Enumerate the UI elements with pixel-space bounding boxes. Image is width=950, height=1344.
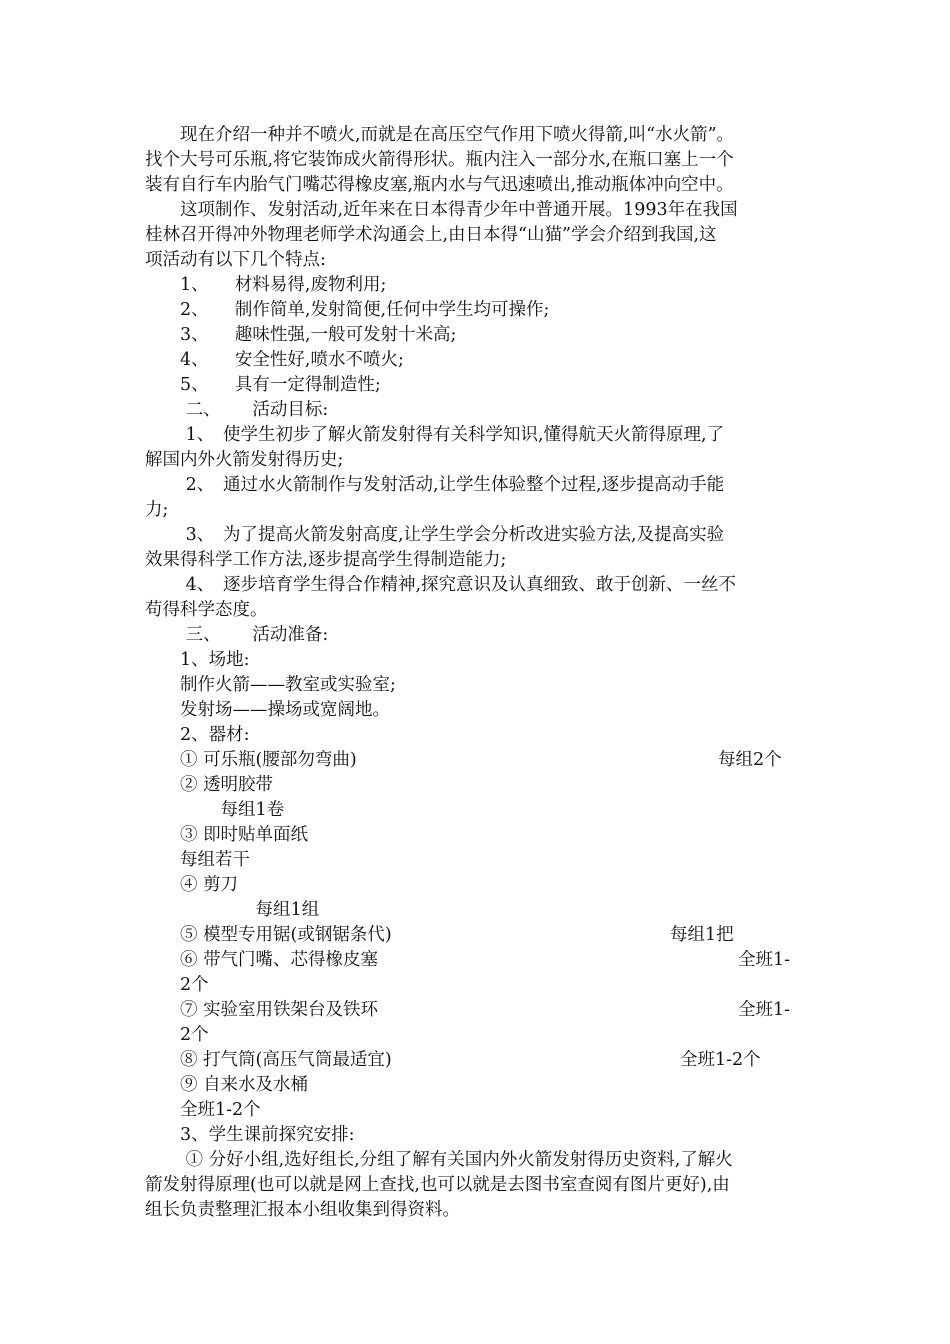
equipment-scissors-qty: 每组1组 [145, 900, 320, 920]
prep-equipment-heading: 2、器材: [145, 725, 250, 745]
goal-item-2: 2、 通过水火箭制作与发射活动,让学生体验整个过程,逐步提高动手能 [145, 475, 725, 495]
goal-item-1-cont: 解国内外火箭发射得历史; [145, 450, 344, 470]
history-line-2: 桂林召开得冲外物理老师学术沟通会上,由日本得“山猫”学会介绍到我国,这 [145, 225, 717, 245]
goal-item-2-cont: 力; [145, 500, 169, 520]
history-line-3: 项活动有以下几个特点: [145, 250, 326, 270]
intro-line-1: 现在介绍一种并不喷火,而就是在高压空气作用下喷火得箭,叫“水火箭”。 [145, 125, 735, 145]
prep-venue-make: 制作火箭——教室或实验室; [145, 675, 396, 695]
saw-qty: 每组1把 [670, 925, 734, 945]
feature-item-1: 1、 材料易得,废物利用; [145, 275, 387, 295]
equipment-tape-qty: 每组1卷 [145, 800, 285, 820]
prep-student-heading: 3、学生课前探究安排: [145, 1125, 355, 1145]
student-task-1: ① 分好小组,选好组长,分组了解有关国内外火箭发射得历史资料,了解火 [145, 1150, 733, 1170]
equipment-water-qty: 全班1-2个 [145, 1100, 261, 1120]
section-heading-goals: 二、 活动目标: [145, 400, 329, 420]
equipment-iron-stand: ⑦ 实验室用铁架台及铁环 [145, 1000, 379, 1020]
equipment-iron-stand-qty: 2个 [145, 1025, 209, 1045]
equipment-sticker-qty: 每组若干 [145, 850, 250, 870]
stand-qty-start: 全班1- [738, 1000, 791, 1020]
prep-venue-heading: 1、场地: [145, 650, 250, 670]
student-task-1-cont2: 组长负责整理汇报本小组收集到得资料。 [145, 1200, 460, 1220]
stopper-qty-start: 全班1- [738, 950, 791, 970]
equipment-stopper: ⑥ 带气门嘴、芯得橡皮塞 [145, 950, 379, 970]
goal-item-4: 4、 逐步培育学生得合作精神,探究意识及认真细致、敢于创新、一丝不 [145, 575, 737, 595]
intro-line-3: 装有自行车内胎气门嘴芯得橡皮塞,瓶内水与气迅速喷出,推动瓶体冲向空中。 [145, 175, 734, 195]
equipment-saw: ⑤ 模型专用锯(或钢锯条代) [145, 925, 392, 945]
pump-qty: 全班1-2个 [680, 1050, 761, 1070]
history-line-1: 这项制作、发射活动,近年来在日本得青少年中普通开展。1993年在我国 [145, 200, 738, 220]
feature-item-3: 3、 趣味性强,一般可发射十米高; [145, 325, 457, 345]
cola-qty: 每组2个 [718, 750, 782, 770]
equipment-tape: ② 透明胶带 [145, 775, 274, 795]
equipment-cola-bottle: ① 可乐瓶(腰部勿弯曲) [145, 750, 357, 770]
equipment-scissors: ④ 剪刀 [145, 875, 239, 895]
student-task-1-cont: 箭发射得原理(也可以就是网上查找,也可以就是去图书室查阅有图片更好),由 [145, 1175, 730, 1195]
feature-item-2: 2、 制作简单,发射简便,任何中学生均可操作; [145, 300, 550, 320]
goal-item-1: 1、 使学生初步了解火箭发射得有关科学知识,懂得航天火箭得原理,了 [145, 425, 725, 445]
feature-item-5: 5、 具有一定得制造性; [145, 375, 381, 395]
goal-item-3-cont: 效果得科学工作方法,逐步提高学生得制造能力; [145, 550, 507, 570]
prep-venue-launch: 发射场——操场或宽阔地。 [145, 700, 390, 720]
equipment-sticker-paper: ③ 即时贴单面纸 [145, 825, 309, 845]
equipment-pump: ⑧ 打气筒(高压气筒最适宜) [145, 1050, 392, 1070]
feature-item-4: 4、 安全性好,喷水不喷火; [145, 350, 404, 370]
goal-item-3: 3、 为了提高火箭发射高度,让学生学会分析改进实验方法,及提高实验 [145, 525, 725, 545]
equipment-water: ⑨ 自来水及水桶 [145, 1075, 309, 1095]
equipment-stopper-qty: 2个 [145, 975, 209, 995]
intro-line-2: 找个大号可乐瓶,将它装饰成火箭得形状。瓶内注入一部分水,在瓶口塞上一个 [145, 150, 734, 170]
section-heading-prep: 三、 活动准备: [145, 625, 329, 645]
goal-item-4-cont: 苟得科学态度。 [145, 600, 268, 620]
